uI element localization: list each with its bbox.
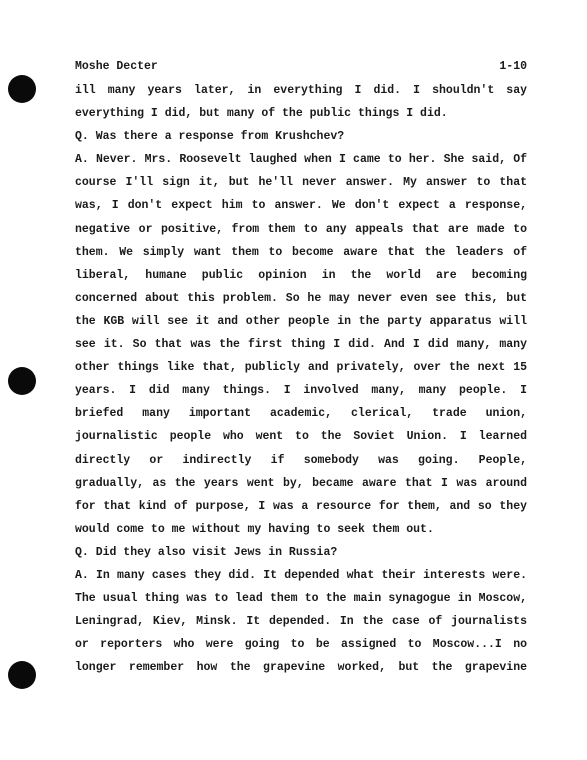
interviewee-name: Moshe Decter — [75, 60, 158, 73]
transcript-line: for that kind of purpose, I was a resource for them, and so they — [75, 499, 527, 513]
transcript-line: ill many years later, in everything I did. I shouldn't say — [75, 84, 527, 97]
binder-hole — [8, 661, 36, 689]
transcript-line: A. In many cases they did. It depended what their interests were. — [75, 568, 527, 582]
transcript-line: A. Never. Mrs. Roosevelt laughed when I came to her. She said, Of — [75, 153, 527, 167]
transcript-line: would come to me without my having to seek them out. — [75, 522, 434, 536]
binder-hole — [8, 367, 36, 395]
transcript-line: briefed many important academic, clerical, trade union, — [75, 407, 527, 421]
transcript-line: negative or positive, from them to any appeals that are made to — [75, 222, 527, 236]
transcript-line: course I'll sign it, but he'll never answer. My answer to that — [75, 176, 527, 190]
transcript-line: Q. Did they also visit Jews in Russia? — [75, 545, 338, 559]
transcript-line: gradually, as the years went by, became aware that I was around — [75, 476, 527, 490]
transcript-line: The usual thing was to lead them to the main synagogue in Moscow, — [75, 592, 527, 606]
transcript-line: was, I don't expect him to answer. We don't expect a response, — [75, 199, 527, 213]
transcript-line: Q. Was there a response from Krushchev? — [75, 130, 345, 144]
transcript-line: them. We simply want them to become aware that the leaders of — [75, 245, 527, 259]
transcript-line: Leningrad, Kiev, Minsk. It depended. In the case of journalists — [75, 615, 527, 629]
transcript-line: see it. So that was the first thing I did. And I did many, many — [75, 338, 527, 352]
transcript-line: longer remember how the grapevine worked, but the grapevine — [75, 661, 527, 675]
binder-hole — [8, 75, 36, 103]
transcript-line: years. I did many things. I involved many, many people. I — [75, 384, 527, 398]
transcript-body — [75, 79, 527, 679]
transcript-line: journalistic people who went to the Soviet Union. I learned — [75, 430, 527, 444]
transcript-line: the KGB will see it and other people in the party apparatus will — [75, 314, 527, 328]
transcript-line: or reporters who were going to be assigned to Moscow...I no — [75, 638, 527, 652]
transcript-line: liberal, humane public opinion in the world are becoming — [75, 268, 527, 282]
page-header — [75, 60, 527, 76]
transcript-line: directly or indirectly if somebody was going. People, — [75, 453, 527, 467]
transcript-line: other things like that, publicly and privately, over the next 15 — [75, 361, 527, 375]
transcript-line: everything I did, but many of the public things I did. — [75, 107, 448, 121]
page-number: 1-10 — [499, 60, 527, 73]
transcript-line: concerned about this problem. So he may never even see this, but — [75, 291, 527, 305]
